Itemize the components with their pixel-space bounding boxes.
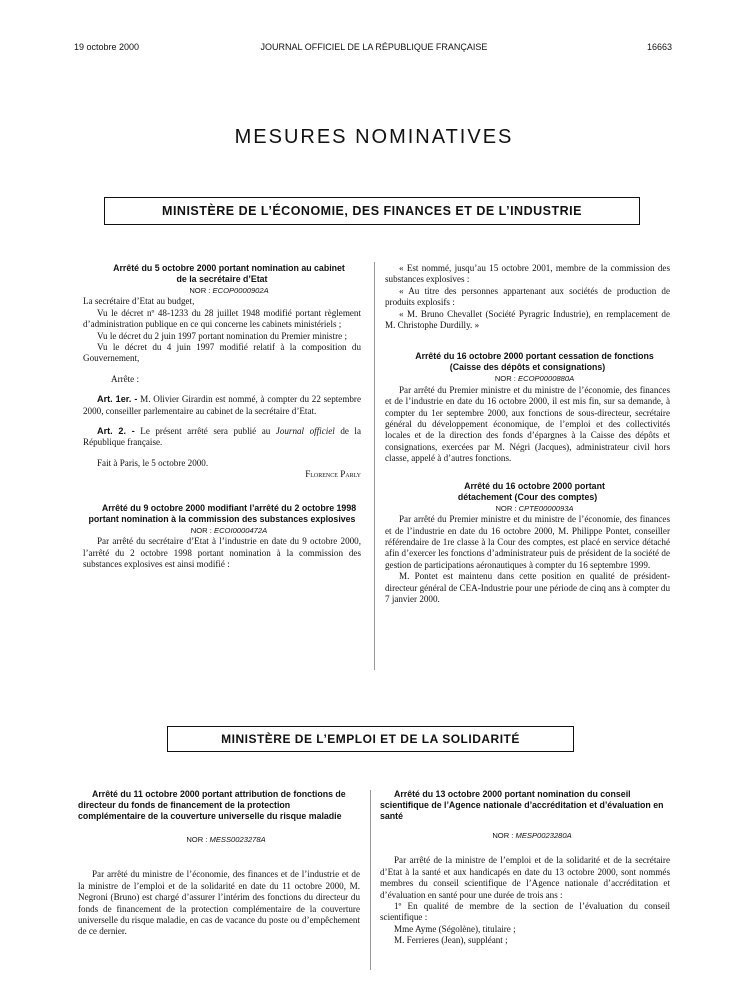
paragraph: Vu le décret nº 48-1233 du 28 juillet 1948 modifié portant règlement d’administration publique en ce qui concerne les cabinets ministériels ;: [83, 307, 361, 330]
section-heading-emploi: MINISTÈRE DE L’EMPLOI ET DE LA SOLIDARITÉ: [167, 726, 574, 752]
paragraph: Par arrêté du ministre de l’économie, des finances et de l’industrie et de la ministre de l’emploi et de la solidarité en date du 11 octobre 2000, M. Negroni (Bruno) est chargé d’assurer l’intérim des fonctions du directeur du fonds de financement de la protection complémentaire de la couverture universelle du risque maladie, en cas de vacance du poste ou d’empêchement de ce dernier.: [78, 869, 360, 937]
article-substances-explosives: [83, 503, 361, 571]
article-title: Arrêté du 16 octobre 2000 portant détachement (Cour des comptes): [457, 480, 605, 502]
done-at: Fait à Paris, le 5 octobre 2000.: [97, 457, 209, 468]
page-title: MESURES NOMINATIVES: [234, 126, 514, 148]
paragraph: La secrétaire d’Etat au budget,: [83, 296, 195, 307]
article-title: Arrêté du 11 octobre 2000 portant attribution de fonctions de directeur du fonds de financement de la protection complémentaire de la couverture universelle du risque maladie: [78, 789, 346, 821]
section1-left-column: [83, 263, 361, 570]
section1-right-column: [385, 263, 670, 605]
paragraph: M. Ferrieres (Jean), suppléant ;: [394, 935, 508, 946]
article-1: Art. 1er. - M. Olivier Girardin est nommé, à compter du 22 septembre 2000, conseiller parlementaire au cabinet de la secrétaire d’Etat.: [83, 394, 362, 416]
column-divider: [374, 262, 375, 670]
paragraph: Mme Ayme (Ségolène), titulaire ;: [394, 923, 516, 934]
paragraph: Par arrêté du secrétaire d’Etat à l’industrie en date du 9 octobre 2000, l’arrêté du 2 octobre 1998 portant nomination à la commission des substances explosives est ainsi modifié :: [83, 536, 361, 569]
article-2: Art. 2. - Le présent arrêté sera publié au Journal officiel de la République française.: [83, 426, 361, 448]
article-detachement: [385, 481, 670, 606]
header-page-number: 16663: [646, 42, 672, 52]
paragraph: « Est nommé, jusqu’au 15 octobre 2001, membre de la commission des substances explosives :: [385, 263, 670, 285]
nor-reference: NOR : ECOP0000902A: [189, 286, 269, 295]
paragraph: Par arrêté du Premier ministre et du ministre de l’économie, des finances et de l’industrie en date du 16 octobre 2000, il est mis fin, sur sa demande, à compter du 1er septembre 2000, aux fonctions de sous-directeur, secrétaire général du développement économique, de l’emploi et des collectivités locales et de la direction des fonds d’épargnes à la Caisse des dépôts et consignations, exercées par M. Négri (Jacques), administrateur civil hors classe, appelé à d’autres fonctions.: [385, 384, 670, 464]
column-divider: [370, 790, 371, 970]
paragraph: « Au titre des personnes appartenant aux sociétés de production de produits explosifs :: [385, 285, 670, 308]
article-title: Arrêté du 9 octobre 2000 modifiant l’arrêté du 2 octobre 1998 portant nomination à la commission des substances explosives: [88, 502, 357, 524]
article-title: Arrêté du 5 octobre 2000 portant nomination au cabinet de la secrétaire d’Etat: [113, 263, 345, 284]
article-cessation-fonctions: [385, 351, 670, 464]
paragraph: M. Pontet est maintenu dans cette position en qualité de président-directeur général de CEA-Industrie pour une période de cinq ans à compter du 7 janvier 2000.: [385, 571, 670, 604]
paragraph: « M. Bruno Chevallet (Société Pyragric Industrie), en remplacement de M. Christophe Durdilly. »: [385, 308, 670, 331]
paragraph: Par arrêté de la ministre de l’emploi et de la solidarité et de la secrétaire d’Etat à la santé et aux handicapés en date du 13 octobre 2000, sont nommés membres du conseil scientifique de l’Agence nationale d’accréditation et d’évaluation en santé pour une durée de trois ans :: [380, 855, 670, 900]
nor-reference: NOR : ECOI0000472A: [190, 525, 268, 535]
header-journal: JOURNAL OFFICIEL DE LA RÉPUBLIQUE FRANÇAISE: [260, 42, 488, 52]
article-title: Arrêté du 13 octobre 2000 portant nomination du conseil scientifique de l’Agence nationale d’accréditation et d’évaluation en santé: [380, 789, 664, 821]
section-heading-economie: MINISTÈRE DE L’ÉCONOMIE, DES FINANCES ET DE L’INDUSTRIE: [104, 197, 640, 225]
nor-reference: NOR : MESS0023278A: [186, 835, 266, 844]
signature: Florence Parly: [305, 469, 361, 480]
paragraph: Vu le décret du 2 juin 1997 portant nomination du Premier ministre ;: [97, 330, 347, 341]
arrete-label: Arrête :: [111, 373, 140, 384]
article-title: Arrêté du 16 octobre 2000 portant cessation de fonctions (Caisse des dépôts et consignations): [415, 351, 654, 373]
article-cabinet-nomination: [83, 263, 361, 481]
paragraph: Par arrêté du Premier ministre et du ministre de l’économie, des finances et de l’industrie en date du 16 octobre 2000, M. Philippe Pontet, conseiller référendaire de 1re classe à la Cour des comptes, est placé en service détaché afin d’exercer les fonctions d’administrateur puis de président de la société de gestion de participations aéronautiques à compter du 16 septembre 1999.: [385, 514, 670, 570]
header-date: 19 octobre 2000: [74, 42, 140, 52]
paragraph: 1º En qualité de membre de la section de l’évaluation du conseil scientifique :: [380, 901, 670, 923]
nor-reference: NOR : ECOP0000880A: [494, 374, 575, 384]
nor-reference: NOR : CPTE0000093A: [495, 503, 574, 513]
section2-right-column: [380, 789, 670, 947]
paragraph: Vu le décret du 4 juin 1997 modifié relatif à la composition du Gouvernement,: [83, 342, 361, 364]
nor-reference: NOR : MESP0023280A: [492, 831, 572, 840]
section2-left-column: [78, 789, 360, 938]
